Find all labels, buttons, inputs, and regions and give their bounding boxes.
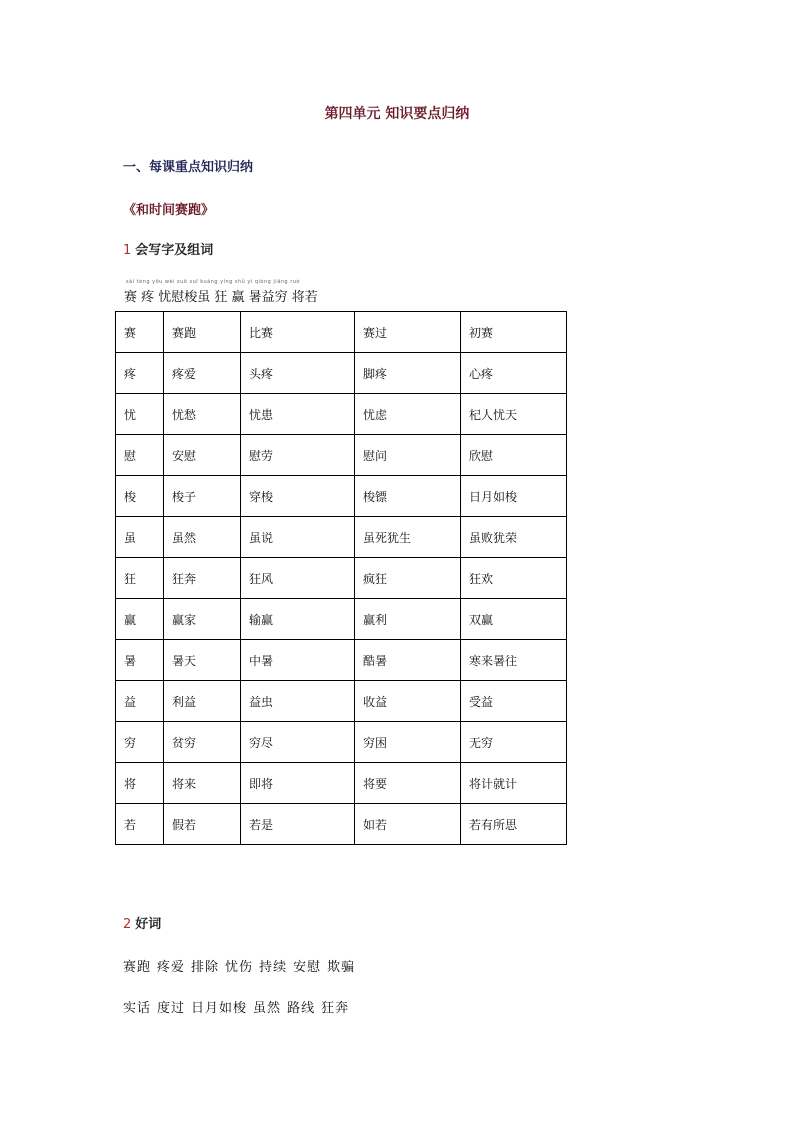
- table-cell-word: 赢利: [355, 599, 461, 640]
- table-row: [116, 476, 567, 517]
- heading-number: 1: [123, 243, 132, 258]
- table-cell-word: 若是: [241, 804, 355, 845]
- table-cell-word: 双赢: [461, 599, 567, 640]
- good-word: 排除: [191, 960, 220, 975]
- good-word: 狂奔: [321, 1001, 350, 1016]
- table-cell-word: 酷暑: [355, 640, 461, 681]
- table-cell-word: 忧虑: [355, 394, 461, 435]
- table-cell-word: 虽死犹生: [355, 517, 461, 558]
- table-cell-word: 疯狂: [355, 558, 461, 599]
- good-word: 赛跑: [123, 960, 152, 975]
- vocabulary-table: [115, 311, 567, 845]
- table-cell-word: 穷困: [355, 722, 461, 763]
- table-cell-word: 安慰: [164, 435, 241, 476]
- table-cell-word: 赛跑: [164, 312, 241, 353]
- character-list: 赛 疼 忧慰梭虽 狂 赢 暑益穷 将若: [124, 290, 318, 305]
- table-cell-word: 狂风: [241, 558, 355, 599]
- table-cell-character: 赛: [116, 312, 164, 353]
- table-cell-word: 狂欢: [461, 558, 567, 599]
- table-row: [116, 558, 567, 599]
- table-cell-word: 梭镖: [355, 476, 461, 517]
- good-words-line-1: [123, 956, 361, 975]
- table-cell-character: 暑: [116, 640, 164, 681]
- table-cell-word: 如若: [355, 804, 461, 845]
- table-cell-character: 若: [116, 804, 164, 845]
- section-heading: 一、每课重点知识归纳: [123, 160, 254, 175]
- table-cell-word: 穷尽: [241, 722, 355, 763]
- table-cell-word: 贫穷: [164, 722, 241, 763]
- table-cell-word: 初赛: [461, 312, 567, 353]
- write-characters-heading: [123, 239, 213, 258]
- lesson-title: 《和时间赛跑》: [123, 203, 215, 218]
- table-cell-word: 受益: [461, 681, 567, 722]
- table-cell-word: 收益: [355, 681, 461, 722]
- table-cell-word: 比赛: [241, 312, 355, 353]
- table-cell-word: 若有所思: [461, 804, 567, 845]
- good-word: 日月如梭: [191, 1001, 248, 1016]
- table-row: [116, 353, 567, 394]
- table-row: [116, 312, 567, 353]
- table-cell-word: 忧愁: [164, 394, 241, 435]
- table-cell-word: 狂奔: [164, 558, 241, 599]
- table-cell-character: 忧: [116, 394, 164, 435]
- table-cell-word: 慰劳: [241, 435, 355, 476]
- table-cell-character: 慰: [116, 435, 164, 476]
- good-words-line-2: [123, 997, 355, 1016]
- table-cell-word: 欣慰: [461, 435, 567, 476]
- table-cell-word: 将来: [164, 763, 241, 804]
- table-cell-word: 将要: [355, 763, 461, 804]
- table-cell-word: 虽败犹荣: [461, 517, 567, 558]
- good-word: 忧伤: [225, 960, 254, 975]
- heading-number: 2: [123, 917, 132, 932]
- table-cell-word: 头疼: [241, 353, 355, 394]
- table-cell-word: 输赢: [241, 599, 355, 640]
- table-row: [116, 722, 567, 763]
- table-cell-word: 日月如梭: [461, 476, 567, 517]
- table-cell-word: 疼爱: [164, 353, 241, 394]
- table-cell-word: 赛过: [355, 312, 461, 353]
- table-cell-word: 将计就计: [461, 763, 567, 804]
- table-cell-character: 狂: [116, 558, 164, 599]
- table-cell-character: 益: [116, 681, 164, 722]
- good-words-heading: [123, 913, 161, 932]
- table-row: [116, 804, 567, 845]
- good-word: 持续: [259, 960, 288, 975]
- document-title: 第四单元 知识要点归纳: [324, 106, 470, 122]
- heading-text: 会写字及组词: [135, 243, 214, 258]
- table-cell-character: 疼: [116, 353, 164, 394]
- table-cell-word: 益虫: [241, 681, 355, 722]
- table-cell-word: 穿梭: [241, 476, 355, 517]
- table-row: [116, 394, 567, 435]
- table-cell-word: 利益: [164, 681, 241, 722]
- table-row: [116, 763, 567, 804]
- table-cell-word: 寒来暑往: [461, 640, 567, 681]
- good-word: 实话: [123, 1001, 152, 1016]
- good-word: 路线: [287, 1001, 316, 1016]
- table-cell-character: 梭: [116, 476, 164, 517]
- good-word: 安慰: [293, 960, 322, 975]
- table-cell-word: 杞人忧天: [461, 394, 567, 435]
- table-cell-word: 赢家: [164, 599, 241, 640]
- table-cell-word: 虽然: [164, 517, 241, 558]
- good-word: 度过: [157, 1001, 186, 1016]
- table-cell-character: 穷: [116, 722, 164, 763]
- table-row: [116, 599, 567, 640]
- table-row: [116, 435, 567, 476]
- table-cell-word: 梭子: [164, 476, 241, 517]
- table-cell-word: 忧患: [241, 394, 355, 435]
- good-word: 欺骗: [327, 960, 356, 975]
- table-row: [116, 517, 567, 558]
- table-cell-word: 脚疼: [355, 353, 461, 394]
- good-word: 虽然: [253, 1001, 282, 1016]
- table-row: [116, 681, 567, 722]
- table-cell-character: 将: [116, 763, 164, 804]
- table-cell-word: 心疼: [461, 353, 567, 394]
- table-cell-character: 虽: [116, 517, 164, 558]
- table-cell-word: 即将: [241, 763, 355, 804]
- table-cell-word: 暑天: [164, 640, 241, 681]
- table-cell-word: 假若: [164, 804, 241, 845]
- good-word: 疼爱: [157, 960, 186, 975]
- table-cell-word: 慰问: [355, 435, 461, 476]
- table-cell-word: 无穷: [461, 722, 567, 763]
- pinyin-annotation: sài téng yōu wèi suō suī kuáng yíng shǔ yì qióng jiāng ruò: [126, 279, 300, 285]
- table-cell-word: 中暑: [241, 640, 355, 681]
- table-cell-character: 赢: [116, 599, 164, 640]
- heading-text: 好词: [135, 917, 162, 932]
- table-row: [116, 640, 567, 681]
- table-cell-word: 虽说: [241, 517, 355, 558]
